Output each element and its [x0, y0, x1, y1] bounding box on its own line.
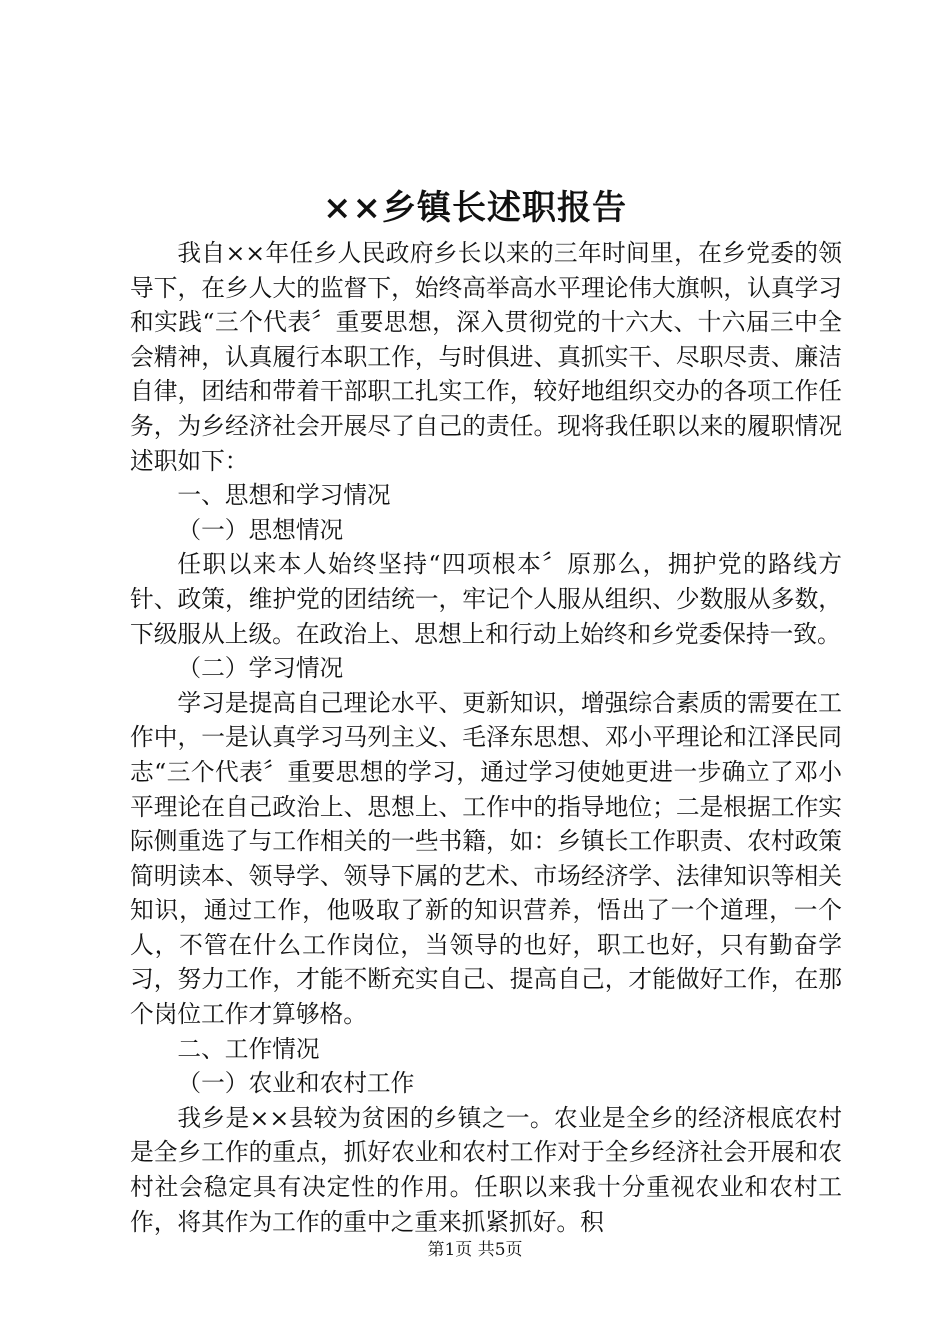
paragraph: 任职以来本人始终坚持“四项根本〞原那么，拥护党的路线方针、政策，维护党的团结统一，牢记个人服从组织、少数服从多数，下级服从上级。在政治上、思想上和行动上始终和乡党委保持一致。	[130, 550, 842, 648]
section-heading: 二、工作情况	[177, 1034, 320, 1063]
subsection-heading: （一）农业和农村工作	[177, 1069, 415, 1098]
subsection-heading: （一）思想情况	[177, 515, 344, 544]
paragraph: 我乡是××县较为贫困的乡镇之一。农业是全乡的经济根底农村是全乡工作的重点，抓好农业和农村工作对于全乡经济社会开展和农村社会稳定具有决定性的作用。任职以来我十分重视农业和农村工作，将其作为工作的重中之重来抓紧抓好。积	[130, 1103, 842, 1236]
paragraph: 学习是提高自己理论水平、更新知识，增强综合素质的需要在工作中，一是认真学习马列主义、毛泽东思想、邓小平理论和江泽民同志“三个代表〞重要思想的学习，通过学习使她更进一步确立了邓小平理论在自己政治上、思想上、工作中的指导地位；二是根据工作实际侧重选了与工作相关的一些书籍，如：乡镇长工作职责、农村政策简明读本、领导学、领导下属的艺术、市场经济学、法律知识等相关知识，通过工作，他吸取了新的知识营养，悟出了一个道理，一个人，不管在什么工作岗位，当领导的也好，职工也好，只有勤奋学习，努力工作，才能不断充实自己、提高自己，才能做好工作，在那个岗位工作才算够格。	[130, 688, 842, 1029]
subsection-heading: （二）学习情况	[177, 654, 344, 683]
document-title: ××乡镇长述职报告	[323, 188, 627, 228]
document-body	[130, 236, 842, 1239]
page-number-footer: 第1页 共5页	[427, 1240, 523, 1260]
section-heading: 一、思想和学习情况	[177, 481, 391, 510]
paragraph: 我自××年任乡人民政府乡长以来的三年时间里，在乡党委的领导下，在乡人大的监督下，始终高举高水平理论伟大旗帜，认真学习和实践“三个代表〞重要思想，深入贯彻党的十六大、十六届三中全会精神，认真履行本职工作，与时俱进、真抓实干、尽职尽责、廉洁自律，团结和带着干部职工扎实工作，较好地组织交办的各项工作任务，为乡经济社会开展尽了自己的责任。现将我任职以来的履职情况述职如下：	[130, 239, 842, 475]
